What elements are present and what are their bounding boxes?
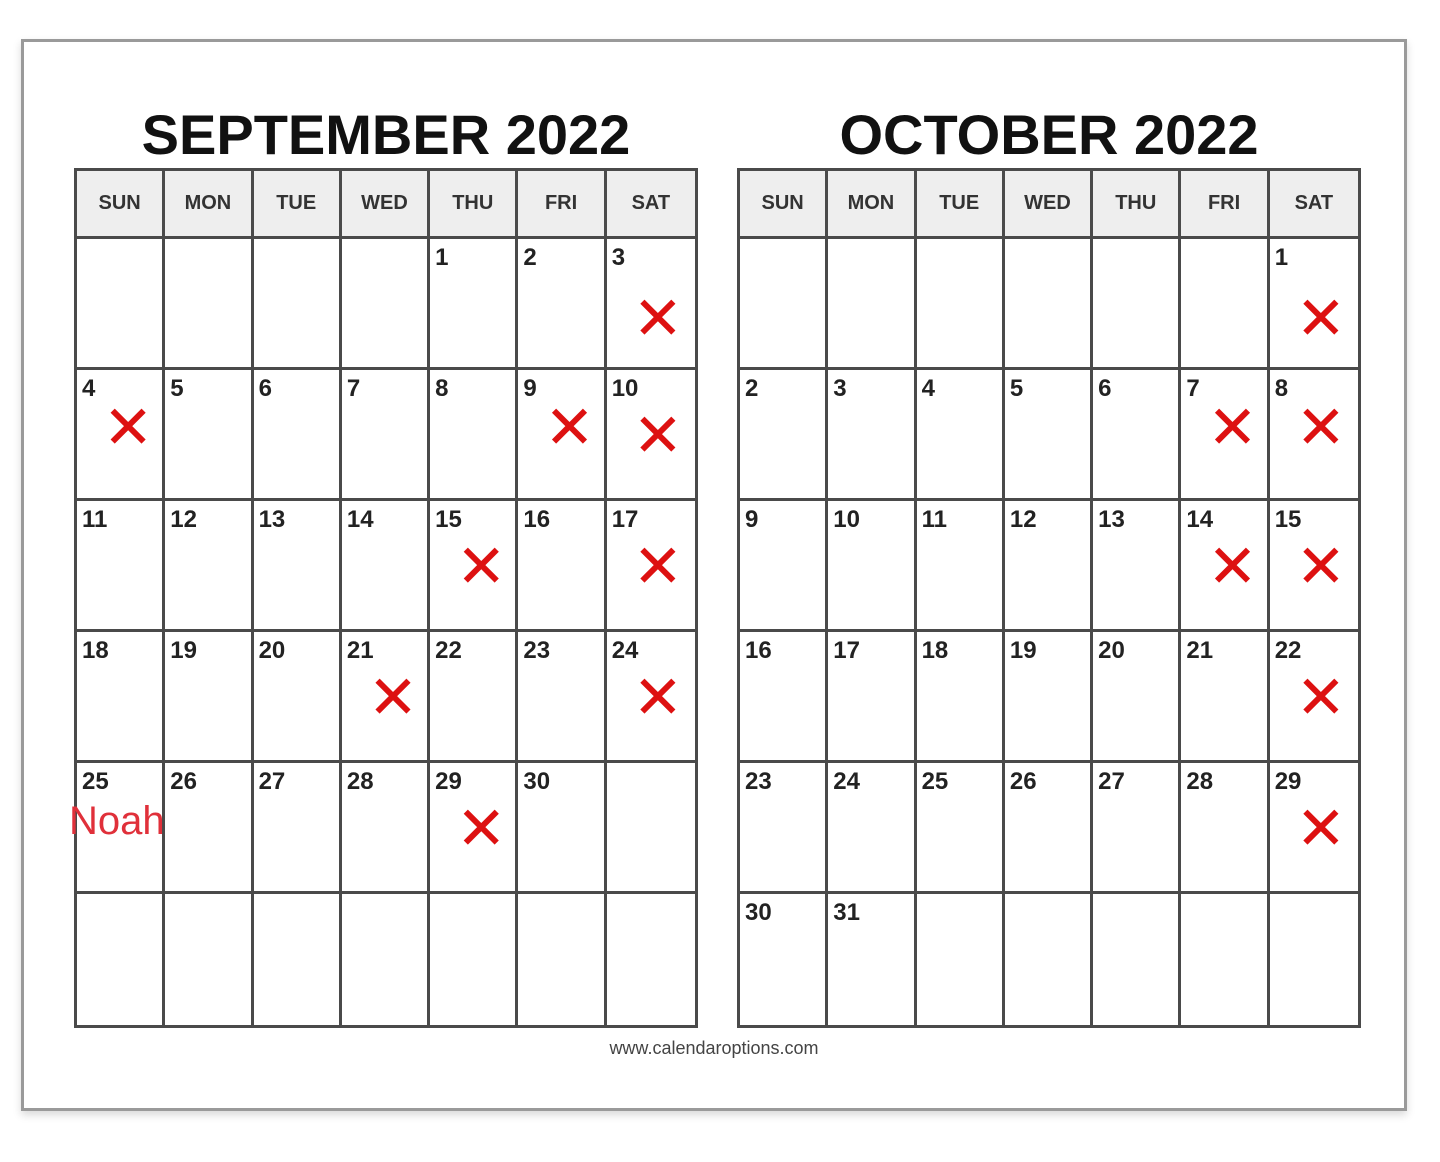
day-number: 5 bbox=[170, 375, 184, 402]
day-number: 25 bbox=[82, 768, 109, 795]
day-cell bbox=[607, 370, 695, 501]
day-number: 7 bbox=[1186, 375, 1200, 402]
day-cell bbox=[77, 501, 165, 632]
day-cell bbox=[430, 239, 518, 370]
day-number: 27 bbox=[258, 768, 286, 795]
day-number: 19 bbox=[1009, 637, 1037, 664]
day-cell bbox=[430, 894, 518, 1025]
day-cell bbox=[917, 632, 1005, 763]
day-cell bbox=[828, 894, 916, 1025]
day-cell bbox=[165, 894, 253, 1025]
day-number: 18 bbox=[82, 637, 109, 664]
day-cell bbox=[254, 239, 342, 370]
day-cell bbox=[254, 370, 342, 501]
weekday-header: SUN bbox=[77, 171, 165, 239]
day-cell bbox=[518, 501, 606, 632]
day-cell bbox=[607, 632, 695, 763]
day-cell bbox=[740, 763, 828, 894]
day-number: 23 bbox=[523, 637, 551, 664]
day-number: 30 bbox=[745, 899, 772, 926]
month-title: OCTOBER 2022 bbox=[839, 103, 1259, 166]
day-cell bbox=[1005, 370, 1093, 501]
day-cell bbox=[917, 239, 1005, 370]
cross-mark-icon: ✕ bbox=[1295, 393, 1346, 463]
cross-mark-icon: ✕ bbox=[632, 663, 683, 733]
day-number: 26 bbox=[1009, 768, 1037, 795]
day-cell bbox=[1181, 501, 1269, 632]
weekday-header: SUN bbox=[740, 171, 828, 239]
cross-mark-icon: ✕ bbox=[456, 794, 507, 864]
day-number: 17 bbox=[611, 506, 639, 533]
day-number: 14 bbox=[1186, 506, 1214, 533]
day-number: 11 bbox=[82, 506, 108, 533]
day-number: 6 bbox=[1098, 375, 1112, 402]
cross-mark-icon: ✕ bbox=[544, 393, 595, 463]
cross-mark-icon: ✕ bbox=[1295, 532, 1346, 602]
day-cell bbox=[917, 370, 1005, 501]
day-number: 20 bbox=[1098, 637, 1125, 664]
day-number: 6 bbox=[258, 375, 272, 402]
day-number: 29 bbox=[1274, 768, 1302, 795]
day-number: 4 bbox=[82, 375, 96, 402]
day-cell bbox=[77, 239, 165, 370]
cross-mark-icon: ✕ bbox=[1295, 284, 1346, 354]
day-number: 15 bbox=[1274, 506, 1302, 533]
day-cell bbox=[828, 763, 916, 894]
day-cell bbox=[1270, 632, 1358, 763]
day-cell bbox=[165, 239, 253, 370]
day-cell bbox=[165, 632, 253, 763]
day-number: 10 bbox=[611, 375, 639, 402]
cross-mark-icon: ✕ bbox=[632, 284, 683, 354]
day-cell bbox=[1005, 501, 1093, 632]
day-cell bbox=[518, 894, 606, 1025]
cross-mark-icon: ✕ bbox=[1295, 663, 1346, 733]
day-number: 20 bbox=[258, 637, 286, 664]
day-number: 12 bbox=[170, 506, 197, 533]
cross-mark-icon: ✕ bbox=[456, 532, 507, 602]
day-cell bbox=[518, 632, 606, 763]
cross-mark-icon: ✕ bbox=[103, 393, 154, 463]
day-cell bbox=[254, 894, 342, 1025]
day-number: 12 bbox=[1009, 506, 1037, 533]
calendar-grid bbox=[737, 168, 1361, 1028]
day-number: 22 bbox=[1274, 637, 1302, 664]
weekday-header: TUE bbox=[917, 171, 1005, 239]
month-september bbox=[69, 102, 698, 1028]
day-cell bbox=[740, 370, 828, 501]
day-cell bbox=[740, 501, 828, 632]
day-number: 17 bbox=[833, 637, 860, 664]
weekday-header: FRI bbox=[518, 171, 606, 239]
day-cell bbox=[1270, 501, 1358, 632]
day-number: 13 bbox=[258, 506, 286, 533]
day-cell bbox=[917, 894, 1005, 1025]
day-number: 2 bbox=[745, 375, 759, 402]
month-title: SEPTEMBER 2022 bbox=[141, 103, 631, 166]
day-cell bbox=[342, 632, 430, 763]
weekday-header: FRI bbox=[1181, 171, 1269, 239]
weekday-header: TUE bbox=[254, 171, 342, 239]
day-number: 1 bbox=[435, 244, 449, 271]
weekday-header: MON bbox=[165, 171, 253, 239]
day-cell bbox=[165, 763, 253, 894]
day-cell bbox=[342, 370, 430, 501]
day-cell bbox=[1181, 763, 1269, 894]
day-cell bbox=[342, 763, 430, 894]
day-number: 19 bbox=[170, 637, 197, 664]
day-cell bbox=[430, 632, 518, 763]
day-cell bbox=[254, 501, 342, 632]
day-cell bbox=[740, 239, 828, 370]
day-cell bbox=[740, 894, 828, 1025]
day-number: 21 bbox=[346, 637, 374, 664]
cross-mark-icon: ✕ bbox=[1207, 393, 1258, 463]
day-cell bbox=[430, 501, 518, 632]
day-number: 3 bbox=[611, 244, 626, 271]
day-number: 3 bbox=[833, 375, 847, 402]
cross-mark-icon: ✕ bbox=[367, 663, 419, 733]
day-number: 26 bbox=[170, 768, 197, 795]
day-cell bbox=[69, 763, 165, 894]
footer-url: www.calendaroptions.com bbox=[609, 1038, 819, 1058]
day-cell bbox=[165, 370, 253, 501]
day-number: 24 bbox=[833, 768, 860, 795]
day-cell bbox=[77, 632, 165, 763]
day-number: 14 bbox=[346, 506, 374, 533]
day-cell bbox=[1181, 239, 1269, 370]
day-number: 22 bbox=[435, 637, 462, 664]
day-cell bbox=[917, 501, 1005, 632]
day-cell bbox=[1270, 239, 1358, 370]
day-cell bbox=[1181, 632, 1269, 763]
day-number: 16 bbox=[745, 637, 772, 664]
day-number: 25 bbox=[921, 768, 949, 795]
day-cell bbox=[1270, 370, 1358, 501]
day-number: 31 bbox=[833, 899, 860, 926]
day-number: 15 bbox=[435, 506, 462, 533]
day-cell bbox=[828, 501, 916, 632]
day-cell bbox=[607, 501, 695, 632]
day-cell bbox=[254, 763, 342, 894]
weekday-header: THU bbox=[1093, 171, 1181, 239]
day-cell bbox=[518, 370, 606, 501]
day-number: 16 bbox=[523, 506, 551, 533]
weekday-header: WED bbox=[1005, 171, 1093, 239]
day-number: 5 bbox=[1009, 375, 1024, 402]
day-cell bbox=[917, 763, 1005, 894]
calendar-page bbox=[21, 39, 1407, 1111]
day-cell bbox=[1093, 239, 1181, 370]
cross-mark-icon: ✕ bbox=[1295, 794, 1346, 864]
day-number: 27 bbox=[1098, 768, 1125, 795]
day-number: 13 bbox=[1098, 506, 1125, 533]
day-cell bbox=[342, 239, 430, 370]
day-cell bbox=[430, 763, 518, 894]
day-cell bbox=[1181, 370, 1269, 501]
day-number: 9 bbox=[523, 375, 537, 402]
day-cell bbox=[1181, 894, 1269, 1025]
cross-mark-icon: ✕ bbox=[632, 401, 683, 471]
weekday-header: MON bbox=[828, 171, 916, 239]
day-cell bbox=[1093, 501, 1181, 632]
handwritten-note: Noah bbox=[69, 799, 165, 843]
day-cell bbox=[77, 894, 165, 1025]
day-cell bbox=[1270, 763, 1358, 894]
day-number: 4 bbox=[921, 375, 935, 402]
day-cell bbox=[1005, 763, 1093, 894]
day-number: 8 bbox=[435, 375, 449, 402]
day-cell bbox=[254, 632, 342, 763]
day-number: 10 bbox=[833, 506, 860, 533]
day-cell bbox=[430, 370, 518, 501]
day-cell bbox=[342, 894, 430, 1025]
day-cell bbox=[607, 763, 695, 894]
day-cell bbox=[1005, 894, 1093, 1025]
cross-mark-icon: ✕ bbox=[632, 532, 683, 602]
day-cell bbox=[1093, 370, 1181, 501]
day-number: 30 bbox=[523, 768, 551, 795]
weekday-header: SAT bbox=[1270, 171, 1358, 239]
day-cell bbox=[77, 370, 165, 501]
cross-mark-icon: ✕ bbox=[1207, 532, 1258, 602]
day-number: 23 bbox=[745, 768, 772, 795]
day-number: 28 bbox=[346, 768, 374, 795]
day-cell bbox=[518, 763, 606, 894]
day-cell bbox=[342, 501, 430, 632]
day-cell bbox=[828, 239, 916, 370]
calendar-grid bbox=[69, 168, 698, 1028]
weekday-header: WED bbox=[342, 171, 430, 239]
weekday-header: THU bbox=[430, 171, 518, 239]
day-cell bbox=[740, 632, 828, 763]
day-number: 24 bbox=[611, 637, 639, 664]
day-cell bbox=[607, 239, 695, 370]
day-cell bbox=[1093, 632, 1181, 763]
day-number: 2 bbox=[523, 244, 537, 271]
day-cell bbox=[1093, 763, 1181, 894]
day-cell bbox=[518, 239, 606, 370]
day-cell bbox=[1093, 894, 1181, 1025]
day-cell bbox=[165, 501, 253, 632]
day-number: 28 bbox=[1186, 768, 1214, 795]
day-number: 18 bbox=[921, 637, 949, 664]
weekday-header: SAT bbox=[607, 171, 695, 239]
day-number: 9 bbox=[745, 506, 759, 533]
day-number: 8 bbox=[1274, 375, 1289, 402]
day-cell bbox=[1270, 894, 1358, 1025]
day-number: 21 bbox=[1186, 637, 1214, 664]
day-cell bbox=[828, 370, 916, 501]
month-october bbox=[737, 102, 1361, 1028]
day-number: 7 bbox=[346, 375, 361, 402]
day-number: 29 bbox=[435, 768, 462, 795]
day-number: 11 bbox=[921, 506, 947, 533]
day-cell bbox=[828, 632, 916, 763]
day-number: 1 bbox=[1274, 244, 1289, 271]
day-cell bbox=[607, 894, 695, 1025]
day-cell bbox=[1005, 632, 1093, 763]
day-cell bbox=[1005, 239, 1093, 370]
